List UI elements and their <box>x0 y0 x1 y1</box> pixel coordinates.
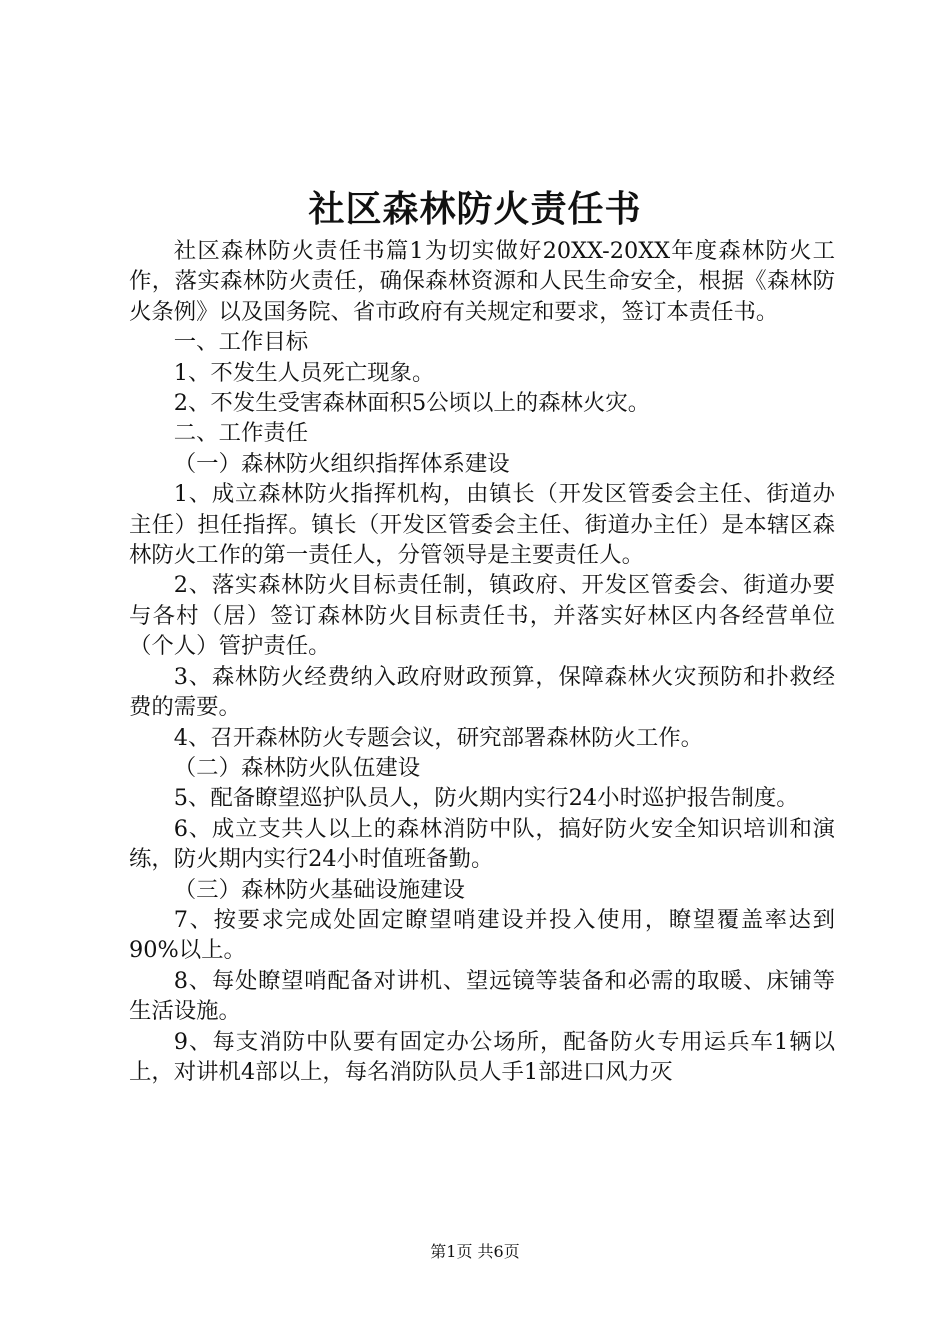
section-heading-responsibilities: 二、工作责任 <box>173 420 309 447</box>
paragraph-item-1: 1、成立森林防火指挥机构，由镇长（开发区管委会主任、街道办主任）担任指挥。镇长（开发区管委会主任、街道办主任）是本辖区森林防火工作的第一责任人，分管领导是主要责任人。 <box>129 481 835 569</box>
subsection-heading-1: （一）森林防火组织指挥体系建设 <box>173 450 510 477</box>
document-body <box>129 236 835 1087</box>
paragraph-item-7: 7、按要求完成处固定瞭望哨建设并投入使用，瞭望覆盖率达到90%以上。 <box>129 906 835 964</box>
paragraph-item-5: 5、配备瞭望巡护队员人，防火期内实行24小时巡护报告制度。 <box>173 785 799 812</box>
paragraph-goal-1: 1、不发生人员死亡现象。 <box>173 359 435 386</box>
document-title: 社区森林防火责任书 <box>308 188 642 230</box>
paragraph-item-2: 2、落实森林防火目标责任制，镇政府、开发区管委会、街道办要与各村（居）签订森林防火目标责任书，并落实好林区内各经营单位（个人）管护责任。 <box>129 572 835 660</box>
paragraph-intro: 社区森林防火责任书篇1为切实做好20XX-20XX年度森林防火工作，落实森林防火责任，确保森林资源和人民生命安全，根据《森林防火条例》以及国务院、省市政府有关规定和要求，签订本责任书。 <box>129 238 835 325</box>
section-heading-goals: 一、工作目标 <box>173 329 309 356</box>
subsection-heading-2: （二）森林防火队伍建设 <box>173 754 421 781</box>
paragraph-item-6: 6、成立支共人以上的森林消防中队，搞好防火安全知识培训和演练，防火期内实行24小时值班备勤。 <box>129 815 835 873</box>
paragraph-item-3: 3、森林防火经费纳入政府财政预算，保障森林火灾预防和扑救经费的需要。 <box>129 663 835 721</box>
paragraph-item-4: 4、召开森林防火专题会议，研究部署森林防火工作。 <box>173 724 704 751</box>
paragraph-goal-2: 2、不发生受害森林面积5公顷以上的森林火灾。 <box>173 390 651 417</box>
paragraph-item-8: 8、每处瞭望哨配备对讲机、望远镜等装备和必需的取暖、床铺等生活设施。 <box>129 967 835 1025</box>
paragraph-item-9: 9、每支消防中队要有固定办公场所，配备防火专用运兵车1辆以上，对讲机4部以上，每名消防队员人手1部进口风力灭 <box>129 1028 835 1085</box>
page-footer: 第1页 共6页 <box>430 1242 520 1261</box>
subsection-heading-3: （三）森林防火基础设施建设 <box>173 876 465 903</box>
